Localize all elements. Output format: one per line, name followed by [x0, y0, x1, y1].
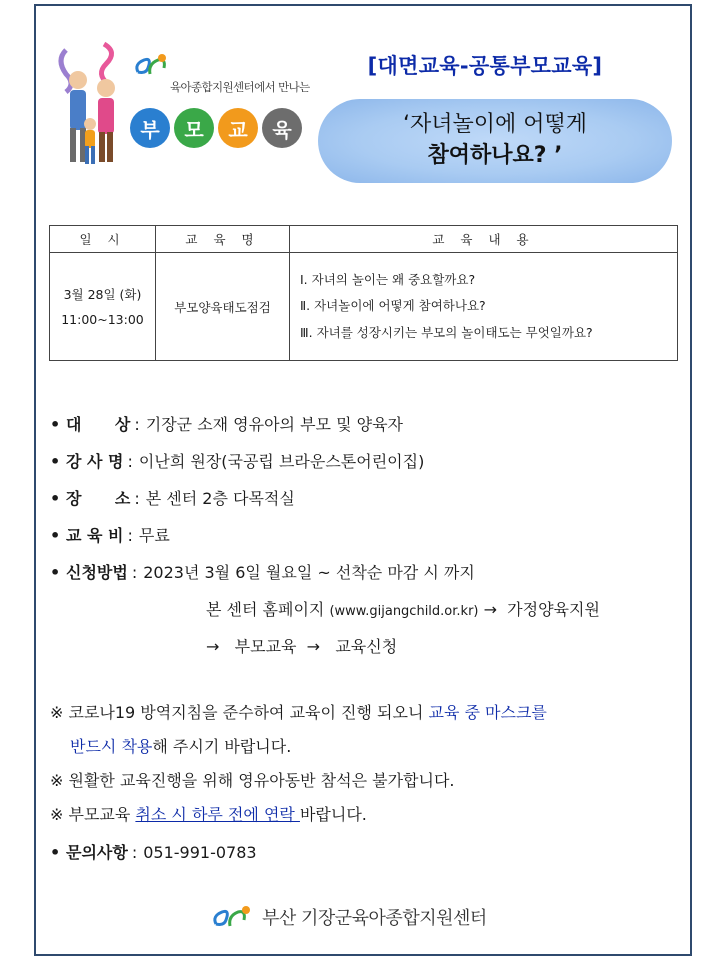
schedule-table	[49, 225, 678, 361]
content-item: Ⅲ. 자녀를 성장시키는 부모의 놀이태도는 무엇일까요?	[300, 324, 593, 340]
logo-circle-yuk: 육	[262, 108, 302, 148]
bullet-dot: •	[50, 526, 61, 545]
detail-label: 대 상	[66, 415, 131, 434]
note-text: 바랍니다.	[299, 805, 367, 824]
detail-value: 2023년 3월 6일 월요일 ~ 선착순 마감 시 까지	[143, 563, 475, 582]
apply-homepage: 본 센터 홈페이지	[206, 600, 325, 619]
detail-value: 본 센터 2층 다목적실	[145, 489, 295, 508]
logo-circle-bu: 부	[130, 108, 170, 148]
detail-label: 신청방법	[66, 563, 128, 582]
detail-label: 강 사 명	[66, 452, 124, 471]
arrow-icon: →	[206, 637, 220, 656]
detail-label: 교 육 비	[66, 526, 124, 545]
detail-apply	[50, 560, 680, 597]
bullet-dot: •	[50, 489, 61, 508]
note-highlight: 반드시 착용	[70, 737, 153, 756]
logo-circles	[130, 108, 302, 148]
note-mask-cont	[50, 730, 680, 764]
footer-org-name: 부산 기장군육아종합지원센터	[262, 908, 487, 929]
detail-value: 기장군 소재 영유아의 부모 및 양육자	[145, 415, 404, 434]
title-bubble	[318, 99, 672, 183]
logo-circle-mo: 모	[174, 108, 214, 148]
bullet-dot: •	[50, 452, 61, 471]
header-datetime: 일 시	[50, 226, 156, 253]
cell-course: 부모양육태도점검	[156, 253, 290, 361]
table-row	[50, 253, 678, 361]
detail-sep: :	[127, 452, 133, 471]
family-illustration	[56, 40, 126, 180]
center-ci-icon	[212, 902, 256, 932]
detail-fee	[50, 523, 680, 560]
note-text: ※ 코로나19 방역지침을 준수하여 교육이 진행 되오니	[50, 703, 429, 722]
apply-step-parent-edu: 부모교육	[234, 637, 297, 656]
cell-contents	[290, 253, 678, 361]
contact-phone: 051-991-0783	[143, 843, 257, 862]
note-text: 해 주시기 바랍니다.	[152, 737, 292, 756]
apply-path-2	[206, 634, 397, 657]
date-text: 3월 28일 (화)	[63, 286, 142, 302]
title-line-2: 참여하나요? ’	[427, 143, 563, 168]
apply-step-home-parenting: 가정양육지원	[507, 600, 600, 619]
detail-sep: :	[131, 563, 138, 582]
detail-lecturer	[50, 449, 680, 486]
header-contents: 교 육 내 용	[290, 226, 678, 253]
content-item: Ⅱ. 자녀놀이에 어떻게 참여하나요?	[300, 298, 486, 314]
note-no-children: ※ 원활한 교육진행을 위해 영유아동반 참석은 불가합니다.	[50, 771, 455, 790]
details-list	[50, 412, 680, 671]
table-header-row	[50, 226, 678, 253]
detail-sep: :	[134, 489, 140, 508]
detail-place	[50, 486, 680, 523]
apply-path-1	[206, 597, 600, 620]
center-ci-icon	[134, 50, 168, 80]
content-item: Ⅰ. 자녀의 놀이는 왜 중요할까요?	[300, 272, 476, 288]
cell-datetime	[50, 253, 156, 361]
bullet-dot: •	[50, 415, 61, 434]
logo-subtitle: 육아종합지원센터에서 만나는	[170, 80, 310, 94]
contact-row	[50, 840, 257, 863]
headline: [대면교육-공통부모교육]	[367, 54, 603, 78]
arrow-icon: →	[306, 637, 321, 656]
detail-sep: :	[127, 526, 133, 545]
detail-sep: :	[134, 415, 140, 434]
detail-label: 장 소	[66, 489, 131, 508]
arrow-icon: →	[483, 600, 497, 619]
footer	[212, 902, 487, 932]
notes	[50, 696, 680, 832]
apply-path-line-1	[50, 597, 680, 634]
bullet-dot: •	[50, 843, 61, 862]
note-cancel-link: 취소 시 하루 전에 연락	[135, 805, 300, 824]
logo-circle-gyo: 교	[218, 108, 258, 148]
bullet-dot: •	[50, 563, 61, 582]
note-cancel	[50, 798, 680, 832]
detail-value: 이난희 원장(국공립 브라운스톤어린이집)	[138, 452, 425, 471]
detail-value: 무료	[138, 526, 170, 545]
time-text: 11:00~13:00	[61, 311, 144, 327]
contact-sep: :	[131, 843, 138, 862]
note-mask	[50, 696, 680, 730]
note-highlight: 교육 중 마스크를	[428, 703, 547, 722]
note-text: ※ 부모교육	[50, 805, 136, 824]
title-line-1: ‘자녀놀이에 어떻게	[402, 112, 587, 138]
contact-label: 문의사항	[66, 843, 128, 862]
apply-url[interactable]: (www.gijangchild.or.kr)	[329, 604, 479, 619]
header-course: 교 육 명	[156, 226, 290, 253]
apply-path-line-2	[50, 634, 680, 671]
detail-target	[50, 412, 680, 449]
apply-step-register: 교육신청	[335, 637, 398, 656]
